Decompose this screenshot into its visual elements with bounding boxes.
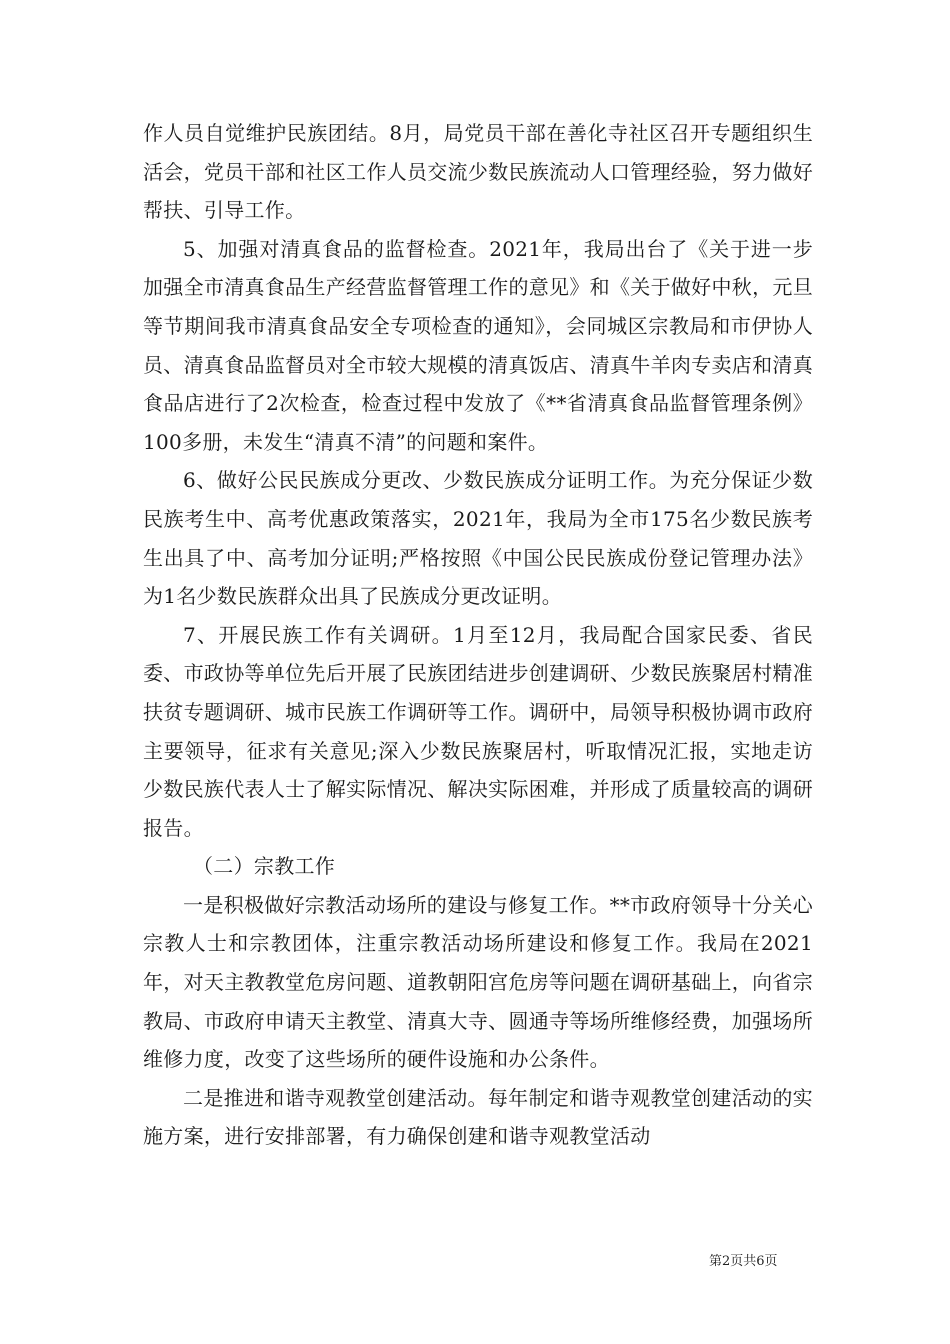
paragraph-ethnic-work-research: 7、开展民族工作有关调研。1月至12月，我局配合国家民委、省民委、市政协等单位先后开展了民族团结进步创建调研、少数民族聚居村精准扶贫专题调研、城市民族工作调研等工作。调研中，局领导积极协调市政府主要领导，征求有关意见;深入少数民族聚居村，听取情况汇报，实地走访少数民族代表人士了解实际情况、解决实际困难，并形成了质量较高的调研报告。 (143, 622, 813, 840)
paragraph-ethnic-status-certification: 6、做好公民民族成分更改、少数民族成分证明工作。为充分保证少数民族考生中、高考优惠政策落实，2021年，我局为全市175名少数民族考生出具了中、高考加分证明;严格按照《中国公民民族成份登记管理办法》为1名少数民族群众出具了民族成分更改证明。 (143, 468, 813, 609)
page-number: 第2页共6页 (709, 1254, 778, 1269)
paragraph-halal-food-inspection: 5、加强对清真食品的监督检查。2021年，我局出台了《关于进一步加强全市清真食品生产经营监督管理工作的意见》和《关于做好中秋，元旦等节期间我市清真食品安全专项检查的通知》，会同城区宗教局和市伊协人员、清真食品监督员对全市较大规模的清真饭店、清真牛羊肉专卖店和清真食品店进行了2次检查，检查过程中发放了《**省清真食品监督管理条例》100多册，未发生“清真不清”的问题和案件。 (143, 236, 813, 454)
paragraph-harmonious-temples: 二是推进和谐寺观教堂创建活动。每年制定和谐寺观教堂创建活动的实施方案，进行安排部署，有力确保创建和谐寺观教堂活动 (143, 1085, 813, 1149)
paragraph-religious-site-construction: 一是积极做好宗教活动场所的建设与修复工作。**市政府领导十分关心宗教人士和宗教团体，注重宗教活动场所建设和修复工作。我局在2021年，对天主教教堂危房问题、道教朝阳宫危房等问题在调研基础上，向省宗教局、市政府申请天主教堂、清真大寺、圆通寺等场所维修经费，加强场所维修力度，改变了这些场所的硬件设施和办公条件。 (143, 892, 813, 1072)
paragraph-continued: 作人员自觉维护民族团结。8月，局党员干部在善化寺社区召开专题组织生活会，党员干部和社区工作人员交流少数民族流动人口管理经验，努力做好帮扶、引导工作。 (143, 121, 813, 223)
document-body (143, 114, 813, 1156)
section-heading-religious-work: （二）宗教工作 (193, 854, 336, 879)
